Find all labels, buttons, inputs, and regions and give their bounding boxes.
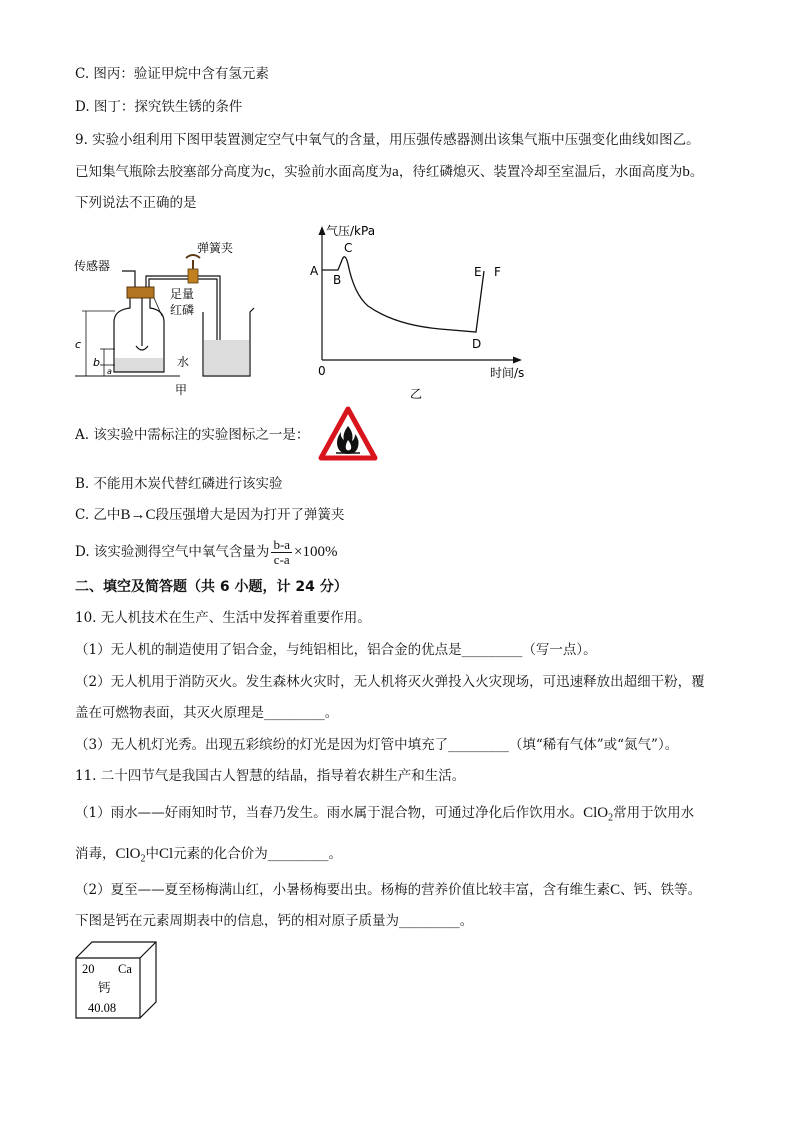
- q10-part2-line2: 盖在可燃物表面，其灭火原理是_________。: [75, 705, 339, 721]
- var-a: a: [392, 164, 399, 180]
- var-c: c: [264, 164, 271, 180]
- q11-stem: 11. 二十四节气是我国古人智慧的结晶，指导着农耕生产和生活。: [75, 768, 466, 784]
- var-b: b: [682, 164, 690, 180]
- point-F: F: [494, 265, 501, 279]
- section-heading: 二、填空及简答题（共 6 小题，计 24 分）: [75, 579, 348, 595]
- q9-option-d: D. 该实验测得空气中氧气含量为 $\frac{b-a}{c-a}$ ×100%: [75, 537, 338, 567]
- label-a: a: [107, 367, 112, 376]
- sensor-tube: [122, 271, 135, 287]
- point-A: A: [310, 264, 319, 278]
- oxygen-fraction: $\frac{b-a}{c-a}$: [273, 537, 291, 567]
- beaker-water: [204, 340, 249, 375]
- figure-yi-pressure-chart: [300, 222, 540, 402]
- q8-option-c: C. 图丙：验证甲烷中含有氢元素: [75, 66, 269, 82]
- label-phosphorus-2: 红磷: [170, 303, 195, 317]
- element-name: 钙: [98, 980, 111, 995]
- calcium-element-cell: [74, 940, 158, 1020]
- q10-part2-line1: （2）无人机用于消防灭火。发生森林火灾时，无人机将灭火弹投入火灾现场，可迅速释放出超细干粉，覆: [75, 674, 705, 690]
- label-sensor: 传感器: [74, 259, 111, 273]
- rubber-stopper: [127, 287, 154, 298]
- q9-option-c: C. 乙中B→C段压强增大是因为打开了弹簧夹: [75, 507, 345, 523]
- figure-jia-apparatus: [70, 236, 275, 401]
- q11-part2-line2: 下图是钙在元素周期表中的信息，钙的相对原子质量为_________。: [75, 913, 474, 929]
- point-D: D: [472, 337, 482, 351]
- atomic-mass: 40.08: [88, 1001, 117, 1015]
- label-c: c: [75, 338, 82, 351]
- origin-label: 0: [318, 364, 326, 378]
- q9-stem-line1: 9. 实验小组利用下图甲装置测定空气中氧气的含量，用压强传感器测出该集气瓶中压强变化曲线如图乙。: [75, 132, 700, 148]
- q10-part1: （1）无人机的制造使用了铝合金，与纯铝相比，铝合金的优点是_________（写一点）。: [75, 642, 597, 658]
- formula-b-to-c: B→C: [120, 507, 156, 523]
- q8-option-d: D. 图丁：探究铁生锈的条件: [75, 99, 243, 115]
- element-symbol: Ca: [118, 962, 132, 976]
- q11-part1-line2: 消毒，ClO$_2$中Cl元素的化合价为_________。: [75, 846, 342, 865]
- point-E: E: [474, 265, 482, 279]
- q10-part3: （3）无人机灯光秀。出现五彩缤纷的灯光是因为灯管中填充了_________（填“稀有气体”或“氮气”）。: [75, 737, 679, 753]
- label-water: 水: [177, 355, 190, 369]
- flammable-warning-icon: [318, 406, 378, 462]
- point-C: C: [344, 241, 353, 255]
- label-spring-clip: 弹簧夹: [197, 241, 234, 255]
- q9-stem-line2: 已知集气瓶除去胶塞部分高度为c，实验前水面高度为a，待红磷熄灭、装置冷却至室温后，水面高度为b。: [75, 164, 704, 180]
- pressure-curve: [322, 257, 484, 332]
- bottle-water: [115, 358, 163, 372]
- atomic-number: 20: [82, 962, 95, 976]
- y-axis-label: 气压/kPa: [326, 224, 376, 238]
- q9-stem-line3: 下列说法不正确的是: [75, 195, 197, 211]
- spring-clip: [188, 269, 198, 283]
- q9-option-b: B. 不能用木炭代替红磷进行该实验: [75, 476, 283, 492]
- caption-jia: 甲: [175, 383, 188, 397]
- q11-part1-line1: （1）雨水——好雨知时节，当春乃发生。雨水属于混合物，可通过净化后作饮用水。ClO$_2$常用于饮用水: [75, 805, 695, 824]
- point-B: B: [333, 273, 342, 287]
- label-phosphorus-1: 足量: [170, 287, 195, 301]
- label-b: b: [93, 356, 100, 369]
- q11-part2-line1: （2）夏至——夏至杨梅满山红，小暑杨梅要出虫。杨梅的营养价值比较丰富，含有维生素C、钙、铁等。: [75, 882, 702, 898]
- q9-option-a: A. 该实验中需标注的实验图标之一是：: [75, 427, 310, 443]
- q10-stem: 10. 无人机技术在生产、生活中发挥着重要作用。: [75, 610, 371, 626]
- caption-yi: 乙: [410, 387, 423, 401]
- x-axis-label: 时间/s: [490, 366, 525, 380]
